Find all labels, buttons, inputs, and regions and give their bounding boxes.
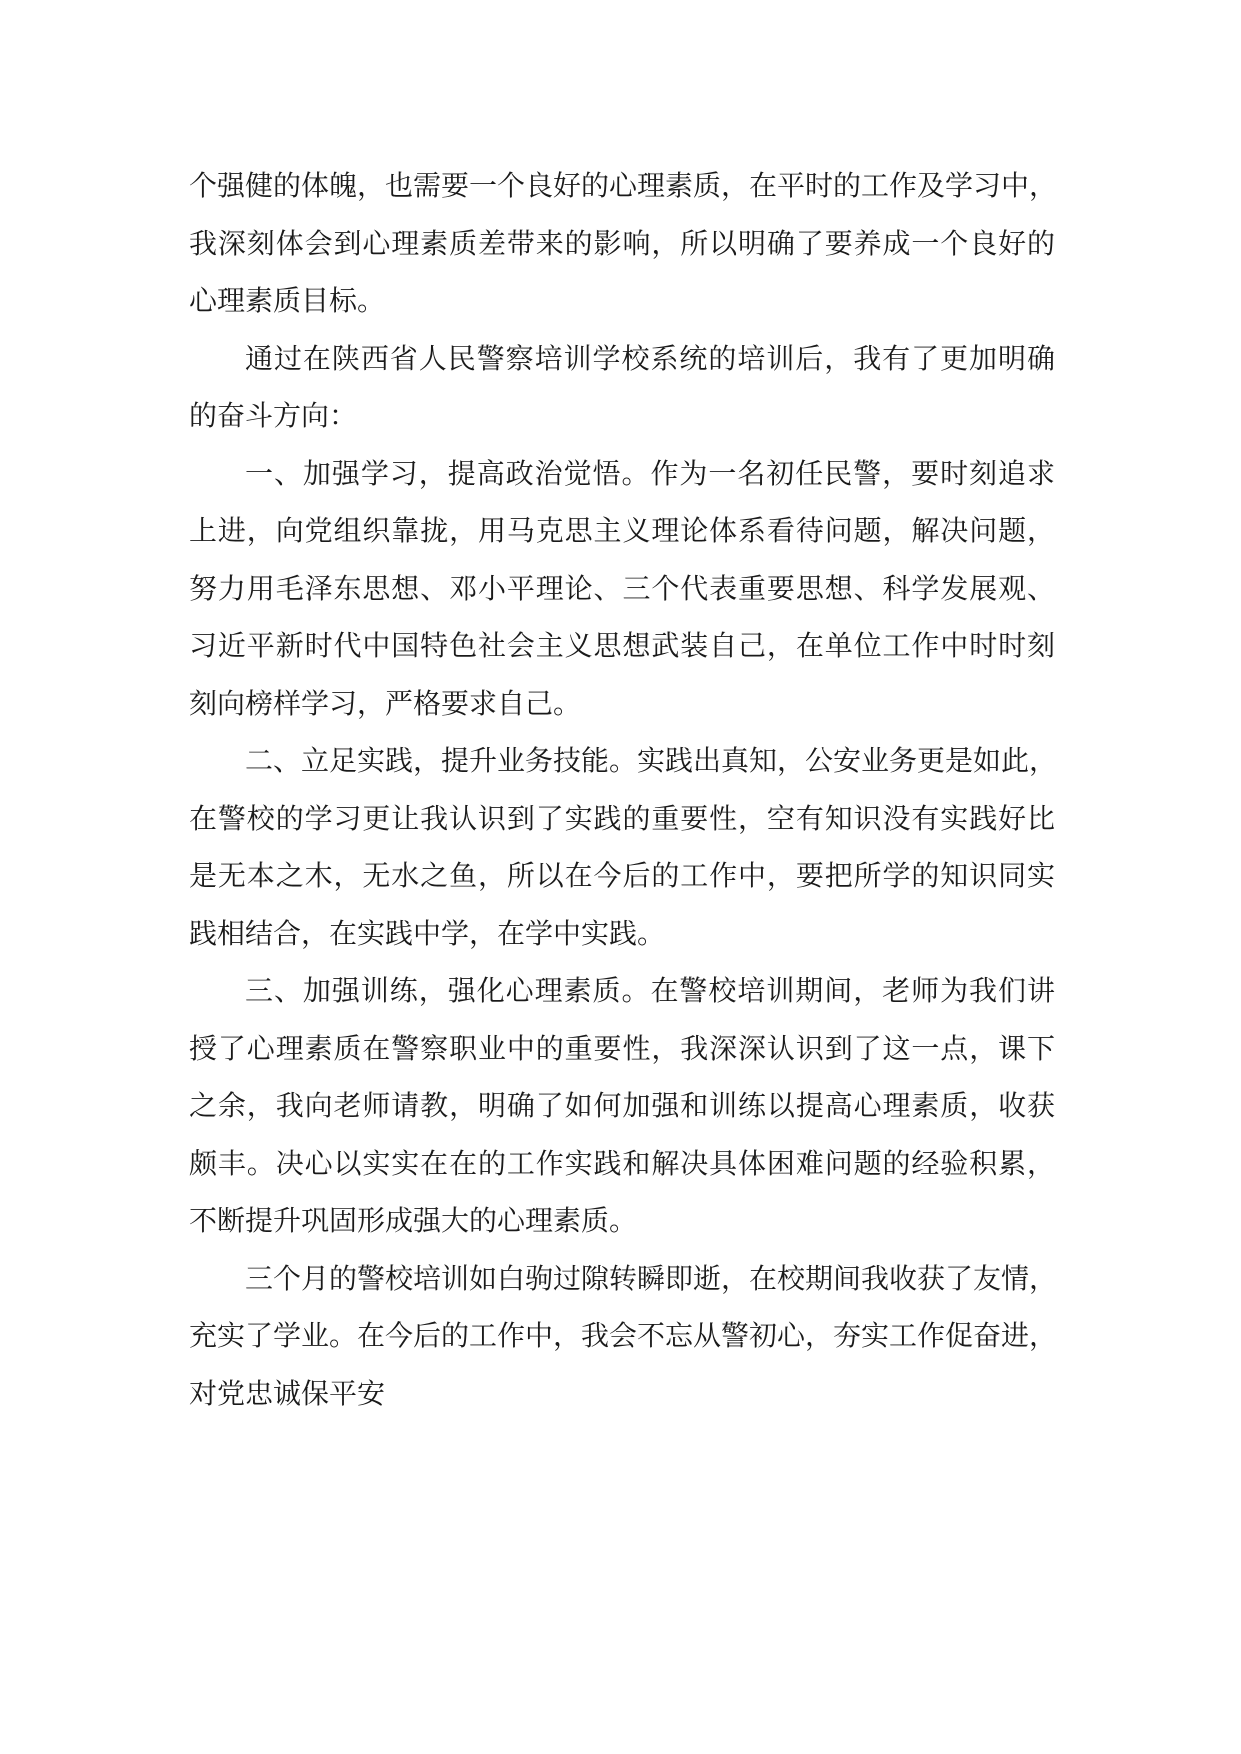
text-line: 充实了学业。在今后的工作中，我会不忘从警初心，夯实工作促奋进， <box>189 1319 1058 1352</box>
paragraph-continuation <box>189 157 1058 330</box>
text-line: 刻向榜样学习，严格要求自己。 <box>189 686 582 720</box>
paragraph-conclusion <box>189 1250 1058 1423</box>
text-line: 一、加强学习，提高政治觉悟。作为一名初任民警，要时刻追求 <box>245 456 1055 490</box>
text-line: 通过在陕西省人民警察培训学校系统的培训后，我有了更加明确 <box>245 341 1055 375</box>
text-line: 心理素质目标。 <box>189 284 386 317</box>
text-line: 习近平新时代中国特色社会主义思想武装自己，在单位工作中时时刻 <box>189 629 1055 662</box>
paragraph-point-three <box>189 962 1055 1250</box>
text-line: 授了心理素质在警察职业中的重要性，我深深认识到了这一点，课下 <box>189 1031 1055 1065</box>
text-line: 践相结合，在实践中学，在学中实践。 <box>189 916 666 950</box>
text-line: 三个月的警校培训如白驹过隙转瞬即逝，在校期间我收获了友情， <box>245 1261 1058 1295</box>
text-line: 的奋斗方向： <box>189 399 358 432</box>
text-line: 三、加强训练，强化心理素质。在警校培训期间，老师为我们讲 <box>245 974 1055 1007</box>
text-line: 二、立足实践，提升业务技能。实践出真知，公安业务更是如此， <box>245 744 1058 777</box>
document-body <box>189 157 1058 1422</box>
paragraph-point-one <box>189 445 1055 733</box>
text-line: 颇丰。决心以实实在在的工作实践和解决具体困难问题的经验积累， <box>189 1146 1055 1180</box>
text-line: 之余，我向老师请教，明确了如何加强和训练以提高心理素质，收获 <box>189 1089 1055 1122</box>
text-line: 个强健的体魄，也需要一个良好的心理素质，在平时的工作及学习中， <box>189 169 1058 202</box>
text-line: 我深刻体会到心理素质差带来的影响，所以明确了要养成一个良好的 <box>189 226 1055 260</box>
text-line: 是无本之木，无水之鱼，所以在今后的工作中，要把所学的知识同实 <box>189 859 1055 892</box>
text-line: 在警校的学习更让我认识到了实践的重要性，空有知识没有实践好比 <box>189 801 1055 835</box>
text-line: 上进，向党组织靠拢，用马克思主义理论体系看待问题，解决问题， <box>189 514 1055 547</box>
text-line: 对党忠诚保平安 <box>189 1376 386 1410</box>
text-line: 不断提升巩固形成强大的心理素质。 <box>189 1204 638 1237</box>
paragraph-direction-intro <box>189 330 1055 445</box>
text-line: 努力用毛泽东思想、邓小平理论、三个代表重要思想、科学发展观、 <box>189 571 1055 605</box>
paragraph-point-two <box>189 732 1058 962</box>
